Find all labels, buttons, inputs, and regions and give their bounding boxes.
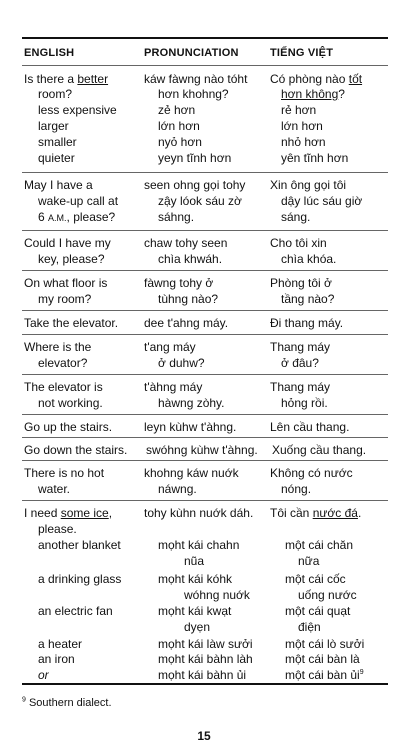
r3-pron-1: chaw tohy seen — [144, 236, 228, 250]
r2-english-3: 6 A.M., please? — [38, 210, 116, 224]
row-divider — [22, 437, 388, 438]
r10-viet-1: Không có nước — [270, 466, 353, 480]
r4-viet-1: Phòng tôi ở — [270, 276, 332, 290]
r1-english-2: room? — [38, 87, 73, 101]
footnote-ref: 9 — [359, 669, 364, 676]
row-divider — [22, 414, 388, 415]
r11-pron-5b: dyẹn — [184, 620, 211, 634]
r11-english-3: another blanket — [38, 538, 121, 552]
r11-viet-7: một cái bàn là — [285, 652, 360, 666]
r2-english-2: wake-up call at — [38, 194, 119, 208]
r11-pron-7: mọht kái bàhn làh — [158, 652, 253, 666]
row-divider — [22, 310, 388, 311]
r1-english-4: larger — [38, 119, 69, 133]
row-divider — [22, 270, 388, 271]
r1-pron-5: nyỏ hơn — [158, 135, 202, 149]
r1-pron-1: káw fàwng nào tóht — [144, 72, 248, 86]
r1-viet-5: nhỏ hơn — [281, 135, 326, 149]
r11-pron-3b: nũa — [184, 554, 205, 568]
r6-english-1: Where is the — [24, 340, 92, 354]
r4-english-1: On what floor is — [24, 276, 108, 290]
header-rule — [22, 65, 388, 66]
footnote — [22, 697, 112, 709]
row-divider — [22, 334, 388, 335]
r2-viet-2: dậy lúc sáu giờ — [281, 194, 363, 208]
r10-pron-1: khohng káw nuớk — [144, 466, 239, 480]
row-divider — [22, 374, 388, 375]
r11-viet-1: Tôi cần nước đá. — [270, 506, 362, 520]
r10-english-1: There is no hot — [24, 466, 105, 480]
r1-pron-2: hơn khohng? — [158, 87, 229, 101]
r11-pron-8: mọht kái bàhn ủi — [158, 668, 247, 682]
r1-english-5: smaller — [38, 135, 77, 149]
r9-pron-1: swóhng kùhw t'àhng. — [146, 443, 258, 457]
header-pronunciation: PRONUNCIATION — [144, 47, 239, 59]
r2-pron-2: zậy lóok sáu zờ — [158, 194, 242, 208]
r1-viet-1: Có phòng nào tốt — [270, 72, 363, 86]
r7-pron-1: t'àhng máy — [144, 380, 203, 394]
row-divider — [22, 230, 388, 231]
r11-pron-3a: mọht kái chahn — [158, 538, 240, 552]
r11-viet-4b: uống nước — [298, 588, 357, 602]
r1-english-1: Is there a better — [24, 72, 109, 86]
r3-english-1: Could I have my — [24, 236, 111, 250]
r7-english-1: The elevator is — [24, 380, 103, 394]
r2-pron-3: sáhng. — [158, 210, 195, 224]
r10-viet-2: nóng. — [281, 482, 312, 496]
r6-viet-1: Thang máy — [270, 340, 331, 354]
r11-pron-5a: mọht kái kwạt — [158, 604, 232, 618]
r11-pron-1: tohy kùhn nuớk dáh. — [144, 506, 254, 520]
r2-viet-1: Xin ông gọi tôi — [270, 178, 347, 192]
r1-pron-6: yeyn tĩnh hơn — [158, 151, 232, 165]
r11-english-1: I need some ice, — [24, 506, 113, 520]
r11-viet-3a: một cái chăn — [285, 538, 354, 552]
r11-english-4: a drinking glass — [38, 572, 122, 586]
r7-english-2: not working. — [38, 396, 103, 410]
r11-english-8: or — [38, 668, 49, 682]
r11-pron-6: mọht kái làw sưởi — [158, 637, 253, 651]
r10-pron-2: náwng. — [158, 482, 197, 496]
r11-english-5: an electric fan — [38, 604, 113, 618]
r11-viet-5b: điện — [298, 620, 321, 634]
r1-english-6: quieter — [38, 151, 75, 165]
r6-english-2: elevator? — [38, 356, 88, 370]
r5-viet-1: Đi thang máy. — [270, 316, 344, 330]
r7-pron-2: hàwng zòhy. — [158, 396, 225, 410]
row-divider — [22, 172, 388, 173]
r9-english-1: Go down the stairs. — [24, 443, 128, 457]
r11-viet-3b: nữa — [298, 554, 320, 568]
r4-pron-2: tùhng nào? — [158, 292, 219, 306]
r4-english-2: my room? — [38, 292, 92, 306]
r11-english-7: an iron — [38, 652, 75, 666]
r2-pron-1: seen ohng gọi tohy — [144, 178, 246, 192]
r6-viet-2: ở đâu? — [281, 356, 319, 370]
r1-viet-4: lớn hơn — [281, 119, 323, 133]
row-divider — [22, 460, 388, 461]
r2-english-1: May I have a — [24, 178, 93, 192]
r8-viet-1: Lên cầu thang. — [270, 420, 350, 434]
r1-pron-4: lớn hơn — [158, 119, 200, 133]
r4-viet-2: tầng nào? — [281, 292, 335, 306]
r1-viet-3: rẻ hơn — [281, 103, 317, 117]
r7-viet-1: Thang máy — [270, 380, 331, 394]
row-divider — [22, 500, 388, 501]
r5-english-1: Take the elevator. — [24, 316, 119, 330]
r3-viet-2: chìa khóa. — [281, 252, 337, 266]
r11-viet-6: một cái lò sưởi — [285, 637, 365, 651]
r3-viet-1: Cho tôi xin — [270, 236, 327, 250]
r8-pron-1: leyn kùhw t'àhng. — [144, 420, 237, 434]
r10-english-2: water. — [38, 482, 71, 496]
r4-pron-1: fàwng tohy ở — [144, 276, 214, 290]
bottom-rule — [22, 683, 388, 685]
r1-viet-2: hơn không? — [281, 87, 345, 101]
r11-viet-4a: một cái cốc — [285, 572, 346, 586]
page-number: 15 — [197, 729, 211, 743]
r1-pron-3: zẻ hơn — [158, 103, 196, 117]
header-english: ENGLISH — [24, 47, 75, 59]
r8-english-1: Go up the stairs. — [24, 420, 113, 434]
r2-viet-3: sáng. — [281, 210, 311, 224]
r9-viet-1: Xuống cầu thang. — [272, 443, 367, 457]
r11-english-2: please. — [38, 522, 77, 536]
r6-pron-2: ở duhw? — [158, 356, 205, 370]
r11-pron-4b: wóhng nuớk — [184, 588, 250, 602]
r11-pron-4a: mọht kái kóhk — [158, 572, 233, 586]
r11-viet-8: một cái bàn ủi$^9$ — [285, 668, 364, 682]
r6-pron-1: t'ang máy — [144, 340, 196, 354]
r1-viet-6: yên tĩnh hơn — [281, 151, 349, 165]
r5-pron-1: dee t'ahng máy. — [144, 316, 229, 330]
r1-english-3: less expensive — [38, 103, 117, 117]
top-rule — [22, 37, 388, 39]
r3-english-2: key, please? — [38, 252, 105, 266]
footnote-text: Southern dialect. — [25, 697, 112, 709]
header-vietnamese: TIẾNG VIỆT — [270, 47, 334, 59]
r11-viet-5a: một cái quạt — [285, 604, 351, 618]
r7-viet-2: hỏng rồi. — [281, 396, 328, 410]
r3-pron-2: chìa khwáh. — [158, 252, 223, 266]
r11-english-6: a heater — [38, 637, 83, 651]
footnote-mark: 9 — [22, 696, 26, 704]
